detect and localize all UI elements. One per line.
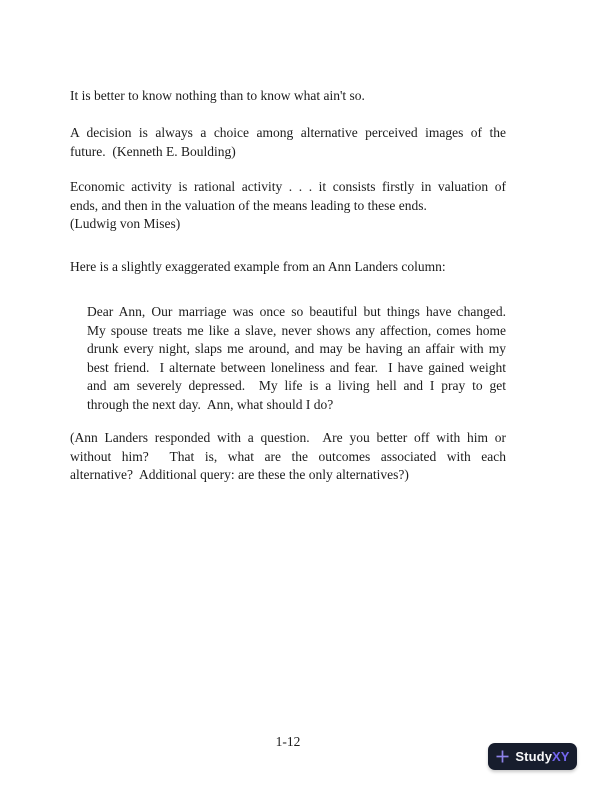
brand-badge[interactable] <box>488 743 577 770</box>
brand-name-accent: XY <box>552 749 570 764</box>
text-line: (Ann Landers responded with a question. Are you better off with him or <box>70 430 506 445</box>
document-body <box>70 87 506 485</box>
text-line: without him? That is, what are the outcomes associated with each <box>70 448 506 464</box>
paragraph-intro-ann-landers <box>70 258 506 277</box>
text-line: best friend. I alternate between loneliness and fear. I have gained weight <box>87 359 506 375</box>
text-line: drunk every night, slaps me around, and may be having an affair with my <box>87 341 506 356</box>
paragraph-quote-mises <box>70 178 506 234</box>
text-line: through the next day. Ann, what should I do? <box>87 396 334 412</box>
text-line: It is better to know nothing than to know what ain't so. <box>70 88 365 103</box>
brand-name-primary: Study <box>515 749 553 764</box>
paragraph-blockquote-dear-ann <box>87 303 506 414</box>
paragraph-quote-boulding <box>70 124 506 161</box>
text-line: and am severely depressed. My life is a living hell and I pray to get <box>87 378 506 393</box>
page-number: 1-12 <box>275 734 301 749</box>
text-line: Here is a slightly exaggerated example from an Ann Landers column: <box>70 259 446 274</box>
paragraph-ann-landers-response <box>70 429 506 485</box>
text-line: future. (Kenneth E. Boulding) <box>70 143 236 159</box>
text-line: ends, and then in the valuation of the means leading to these ends. <box>70 197 427 213</box>
text-line: My spouse treats me like a slave, never shows any affection, comes home <box>87 322 506 338</box>
text-line: alternative? Additional query: are these the only alternatives?) <box>70 467 409 482</box>
plus-icon <box>495 749 510 764</box>
brand-name <box>515 749 569 764</box>
text-line: A decision is always a choice among alternative perceived images of the <box>70 125 506 140</box>
text-line: Economic activity is rational activity . . . it consists firstly in valuation of <box>70 179 506 194</box>
text-line: (Ludwig von Mises) <box>70 216 181 231</box>
paragraph-quote-know-nothing <box>70 87 506 106</box>
text-line: Dear Ann, Our marriage was once so beautiful but things have changed. <box>87 304 506 319</box>
